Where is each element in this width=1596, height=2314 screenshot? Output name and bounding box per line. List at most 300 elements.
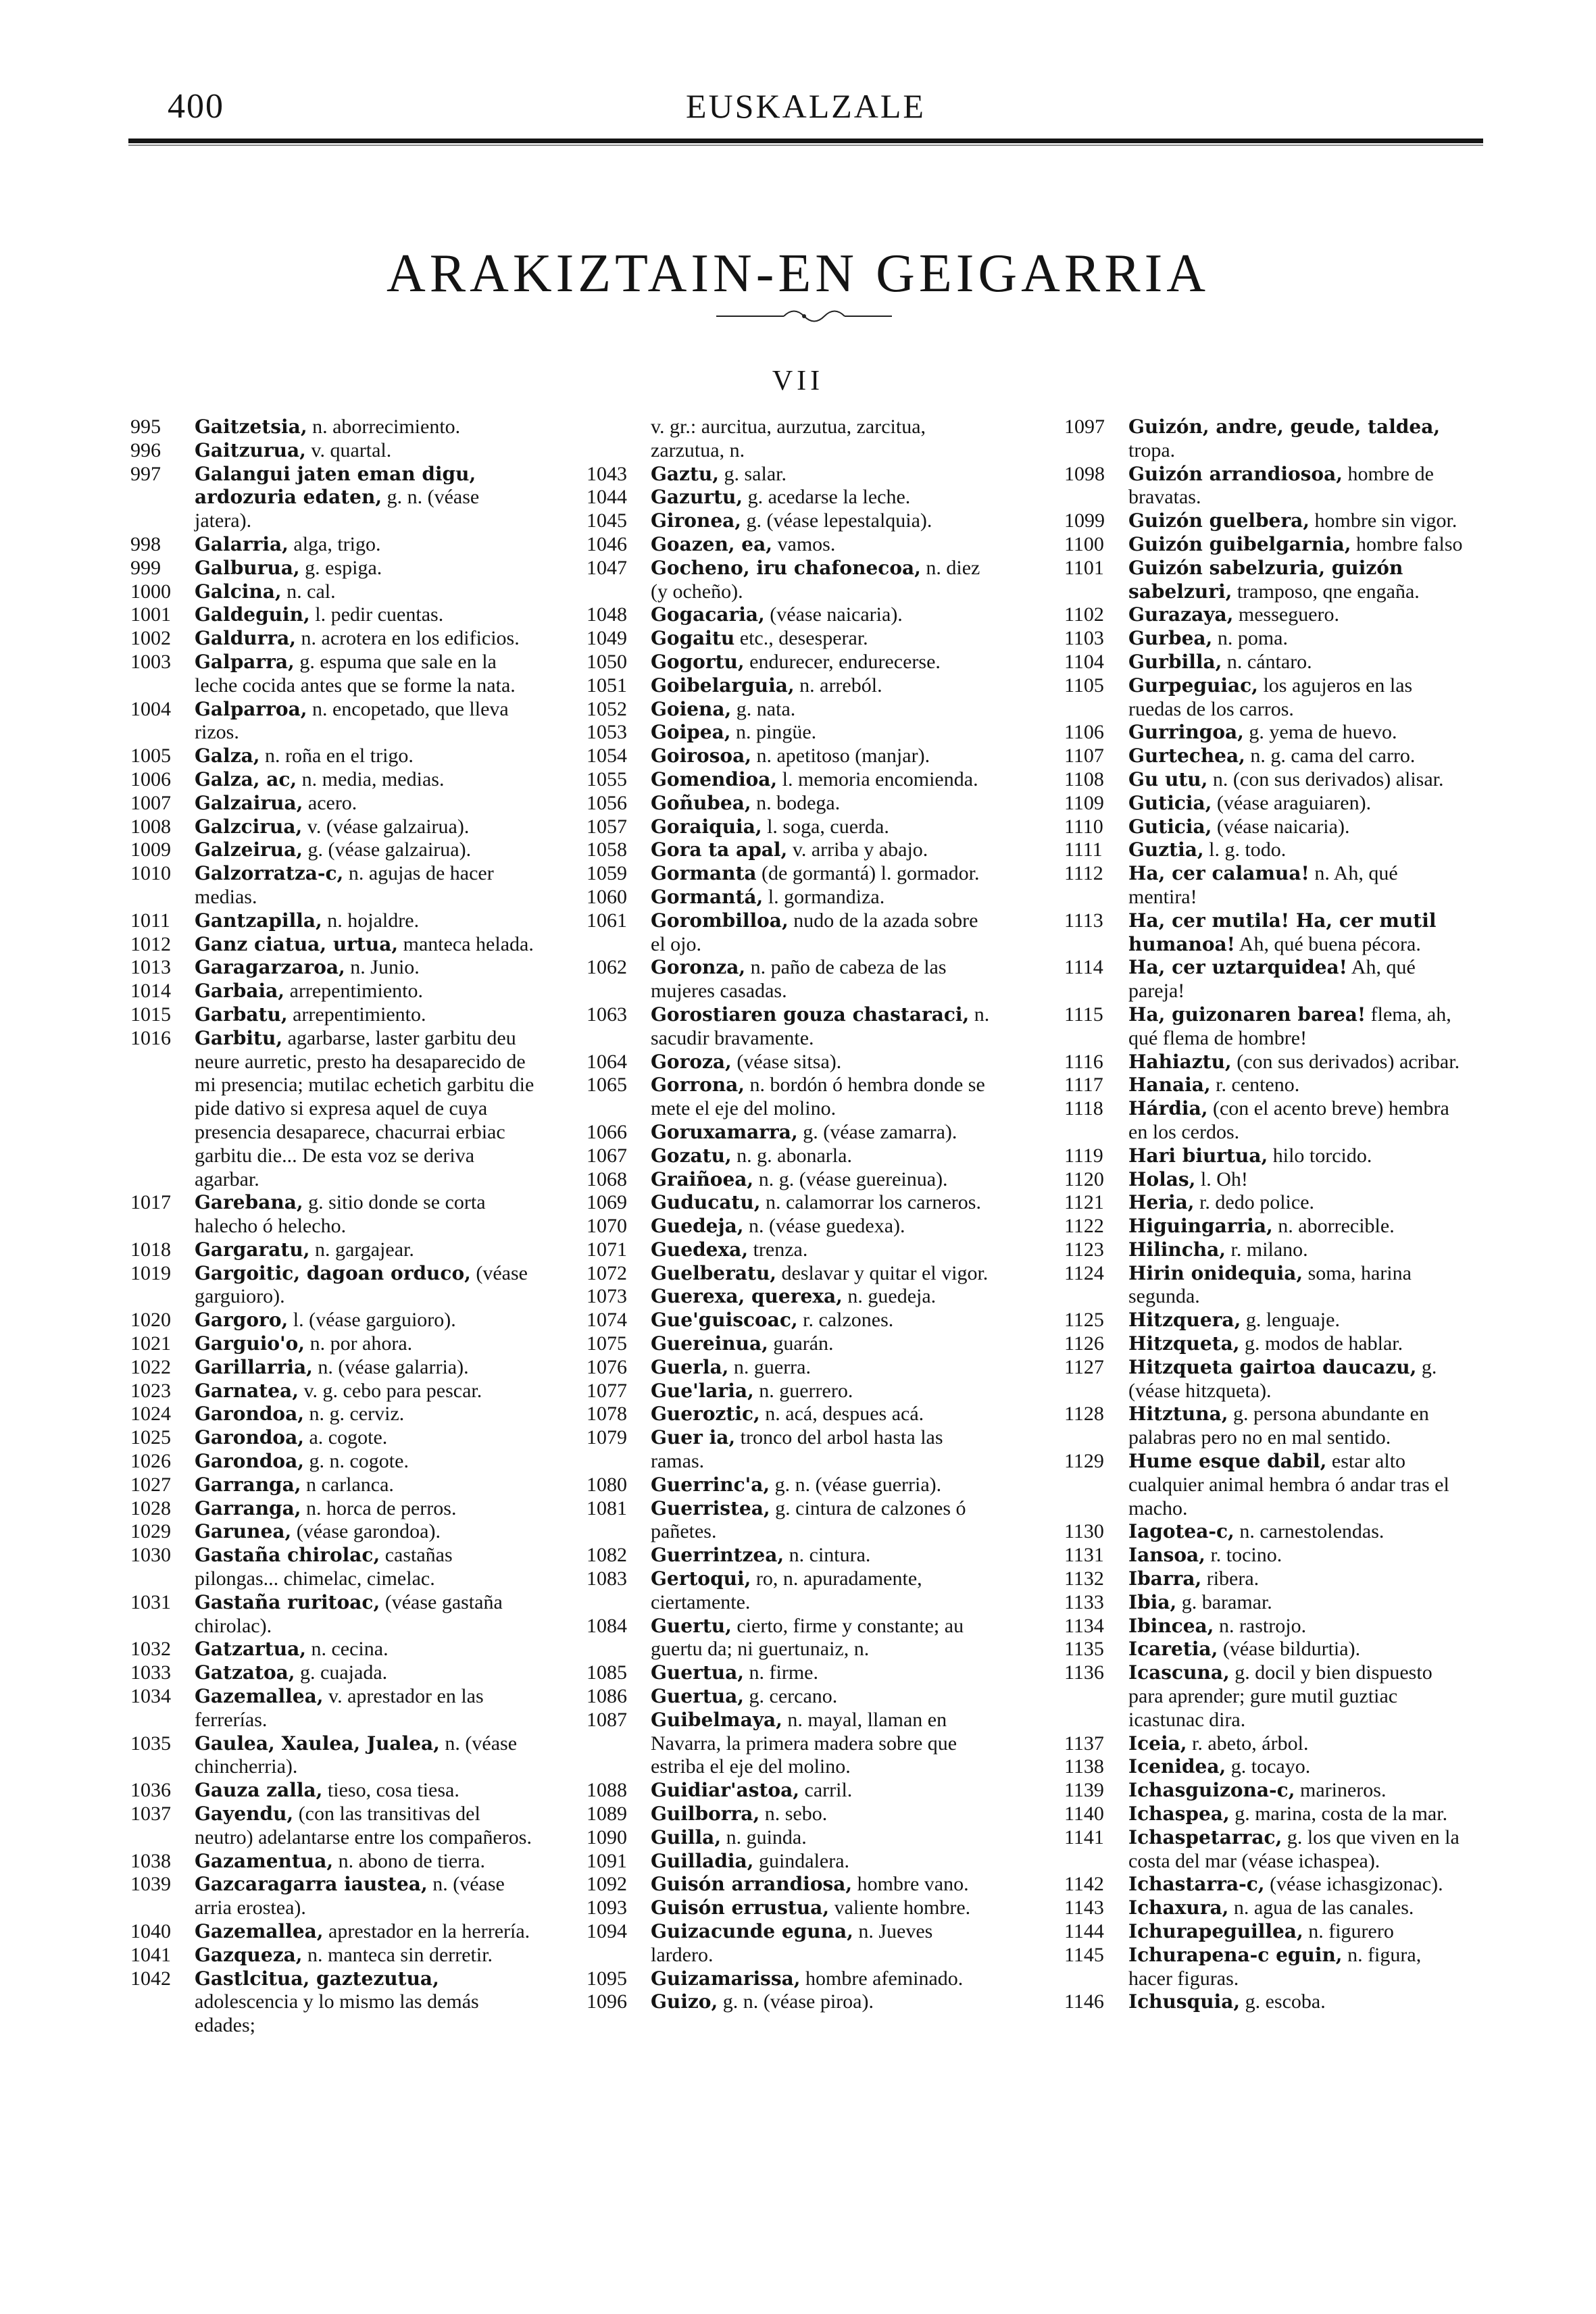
- entry-headword: Gomendioa,: [651, 768, 778, 790]
- entry-headword: Guizacunde eguna,: [651, 1920, 853, 1942]
- dictionary-entry: [587, 909, 992, 957]
- entry-definition: n. figura, hacer figuras.: [1128, 1943, 1422, 1990]
- dictionary-entry: [130, 1520, 536, 1544]
- entry-definition: n. guedeja.: [842, 1285, 937, 1308]
- entry-definition: n. roña en el trigo.: [259, 745, 414, 768]
- dictionary-entry: [130, 1850, 536, 1873]
- dictionary-entry: [130, 1544, 536, 1591]
- dictionary-entry: [1064, 1803, 1470, 1826]
- entry-headword: Guer ia,: [651, 1426, 736, 1449]
- entry-number: 1008: [130, 815, 171, 838]
- entry-number: 1111: [1064, 838, 1103, 861]
- entry-number: 1043: [587, 462, 627, 485]
- dictionary-entry: [1064, 1332, 1470, 1356]
- entry-definition: g. docil y bien dispuesto para aprender; gure mutil guztiac icastunac dira.: [1128, 1661, 1432, 1731]
- dictionary-entry: [130, 416, 536, 439]
- entry-headword: Galzcirua,: [195, 815, 303, 838]
- dictionary-entry: [587, 1356, 992, 1380]
- dictionary-entry: [1064, 768, 1470, 792]
- entry-definition: g. n. (véase piroa).: [718, 1990, 874, 2013]
- dictionary-entry: [1064, 1003, 1470, 1051]
- dictionary-entry: [130, 1003, 536, 1027]
- entry-definition: n. g. abonarla.: [731, 1144, 852, 1167]
- entry-number: 1053: [587, 721, 627, 744]
- entry-definition: n. guinda.: [721, 1826, 807, 1848]
- entry-definition: n. carnestolendas.: [1234, 1520, 1385, 1543]
- entry-definition: n. hojaldre.: [322, 909, 420, 932]
- entry-definition: hombre falso: [1351, 532, 1463, 555]
- entry-number: 1121: [1064, 1191, 1104, 1214]
- entry-headword: Gastaña ruritoac,: [195, 1590, 380, 1613]
- page-header: [135, 86, 1476, 134]
- entry-definition: n. (véase chincherria).: [195, 1732, 518, 1778]
- dictionary-entry: [587, 1779, 992, 1803]
- entry-number: 1064: [587, 1050, 627, 1073]
- entry-headword: Goroza,: [651, 1050, 732, 1073]
- entry-definition: n. acrotera en los edificios.: [296, 627, 520, 650]
- dictionary-entry: [587, 603, 992, 627]
- entry-headword: Ichaxura,: [1128, 1896, 1229, 1919]
- dictionary-entry: [1064, 1074, 1470, 1097]
- entry-number: 1050: [587, 650, 627, 673]
- dictionary-entry: [587, 1803, 992, 1826]
- entry-number: 1134: [1064, 1614, 1104, 1637]
- entry-definition: a. cogote.: [303, 1426, 388, 1449]
- entry-definition: g. espiga.: [299, 556, 382, 579]
- entry-definition: endurecer, endurecerse.: [744, 650, 941, 673]
- dictionary-entry: [130, 651, 536, 698]
- entry-definition: n. aborrecimiento.: [307, 416, 461, 438]
- dictionary-entry: [587, 721, 992, 745]
- dictionary-entry: [587, 1544, 992, 1567]
- entry-number: 1018: [130, 1238, 171, 1261]
- dictionary-entry: [130, 909, 536, 933]
- dictionary-entry: [587, 1238, 992, 1262]
- entry-number: 1015: [130, 1003, 171, 1026]
- dictionary-entry: [587, 1191, 992, 1215]
- section-number: VII: [772, 366, 824, 397]
- entry-headword: Gurazaya,: [1128, 603, 1234, 626]
- entry-headword: Holas,: [1128, 1167, 1196, 1190]
- entry-definition: g. persona abundante en palabras pero no en mal sentido.: [1128, 1403, 1429, 1449]
- dictionary-entry: [130, 1873, 536, 1920]
- dictionary-entry: [130, 533, 536, 557]
- entry-number: 1104: [1064, 650, 1104, 673]
- dictionary-entry: [1064, 1262, 1470, 1309]
- entry-headword: Gaztu,: [651, 462, 719, 485]
- dictionary-entry: [587, 1145, 992, 1168]
- entry-definition: arrepentimiento.: [287, 1003, 426, 1026]
- dictionary-entry: [587, 1850, 992, 1873]
- dictionary-entry: [1064, 1755, 1470, 1779]
- dictionary-entry: [587, 1309, 992, 1332]
- entry-number: 1044: [587, 486, 627, 509]
- dictionary-entry: [1064, 745, 1470, 768]
- entry-definition: (con sus derivados) acribar.: [1231, 1050, 1460, 1073]
- entry-headword: Gertoqui,: [651, 1567, 751, 1590]
- entry-number: 1088: [587, 1779, 627, 1802]
- dictionary-entry: [1064, 862, 1470, 909]
- entry-definition: n. arreból.: [794, 674, 882, 697]
- entry-definition: (véase garguioro).: [195, 1261, 528, 1308]
- entry-definition: g. n. (véase jatera).: [195, 486, 480, 532]
- entry-definition: g. cercano.: [744, 1685, 838, 1708]
- entry-definition: manteca helada.: [398, 932, 534, 955]
- entry-headword: Gurbea,: [1128, 627, 1213, 650]
- dictionary-entry: [130, 792, 536, 815]
- entry-headword: Guisón errustua,: [651, 1896, 830, 1919]
- dictionary-entry: [587, 886, 992, 909]
- entry-headword: Ibia,: [1128, 1590, 1177, 1613]
- entry-definition: n. (véase galarria).: [312, 1355, 469, 1378]
- entry-definition: n. cal.: [281, 580, 336, 603]
- entry-number: 1057: [587, 815, 627, 838]
- entry-definition: hombre afeminado.: [800, 1967, 964, 1990]
- entry-number: 1085: [587, 1661, 627, 1684]
- entry-definition: marineros.: [1295, 1779, 1387, 1802]
- entry-definition: Ah, qué buena pécora.: [1235, 932, 1421, 955]
- dictionary-entry: [130, 1238, 536, 1262]
- dictionary-entry: [130, 1732, 536, 1780]
- entry-number: 1093: [587, 1896, 627, 1919]
- entry-number: 1004: [130, 697, 171, 720]
- entry-number: 1012: [130, 932, 171, 955]
- entry-number: 1125: [1064, 1309, 1104, 1332]
- entry-definition: r. centeno.: [1210, 1074, 1300, 1097]
- entry-headword: Ha, guizonaren barea!: [1128, 1003, 1366, 1026]
- entry-definition: r. abeto, árbol.: [1187, 1732, 1309, 1755]
- entry-headword: Garondoa,: [195, 1450, 304, 1473]
- entry-number: 1124: [1064, 1261, 1104, 1284]
- entry-definition: n. bordón ó hembra donde se mete el eje del molino.: [651, 1074, 985, 1120]
- entry-definition: v. quartal.: [305, 438, 392, 461]
- entry-definition: n. acá, despues acá.: [759, 1403, 924, 1426]
- dictionary-entry: [587, 486, 992, 509]
- entry-headword: Icascuna,: [1128, 1661, 1230, 1684]
- entry-definition: l. soga, cuerda.: [762, 815, 889, 838]
- entry-headword: Guizamarissa,: [651, 1967, 801, 1990]
- entry-definition: l. memoria encomienda.: [777, 768, 978, 790]
- entry-definition: g. escoba.: [1240, 1990, 1326, 2013]
- entry-number: 1002: [130, 627, 171, 650]
- entry-number: 1070: [587, 1215, 627, 1238]
- entry-headword: Goibelarguia,: [651, 674, 795, 697]
- entry-headword: Gaulea, Xaulea, Jualea,: [195, 1732, 440, 1755]
- entry-number: 1048: [587, 603, 627, 626]
- entry-headword: Goronza,: [651, 956, 746, 979]
- entry-definition: g. modos de hablar.: [1239, 1332, 1403, 1355]
- entry-number: 1067: [587, 1144, 627, 1167]
- entry-number: 1090: [587, 1826, 627, 1848]
- entry-headword: Garranga,: [195, 1496, 301, 1519]
- entry-headword: Galcina,: [195, 580, 282, 603]
- dictionary-entry: [587, 1709, 992, 1779]
- entry-headword: Guelberatu,: [651, 1261, 777, 1284]
- entry-headword: Galangui jaten eman digu, ardozuria edaten,: [195, 462, 476, 509]
- entry-headword: Garbitu,: [195, 1026, 283, 1049]
- entry-number: 1130: [1064, 1520, 1104, 1543]
- dictionary-entry: [1064, 416, 1470, 463]
- dictionary-entry: [587, 815, 992, 839]
- entry-number: 1077: [587, 1379, 627, 1402]
- entry-definition: r. tocino.: [1205, 1544, 1282, 1567]
- entry-headword: Galparra,: [195, 650, 295, 673]
- entry-headword: Galza, ac,: [195, 768, 297, 790]
- dictionary-entry: [587, 674, 992, 698]
- entry-number: 1014: [130, 980, 171, 1003]
- entry-number: 1010: [130, 862, 171, 885]
- dictionary-entry: [587, 792, 992, 815]
- entry-definition: n. manteca sin derretir.: [302, 1943, 493, 1966]
- entry-definition: ribera.: [1201, 1567, 1260, 1590]
- entry-number: 1133: [1064, 1590, 1104, 1613]
- entry-definition: (de gormantá) l. gormador.: [756, 862, 980, 885]
- entry-number: 1123: [1064, 1238, 1104, 1261]
- entry-headword: Gatzartua,: [195, 1638, 306, 1661]
- entry-definition: n. cántaro.: [1222, 650, 1312, 673]
- entry-definition: n. pingüe.: [730, 721, 817, 744]
- dictionary-entry: [130, 580, 536, 604]
- entry-number: 1027: [130, 1473, 171, 1496]
- dictionary-entry: [1064, 1145, 1470, 1168]
- entry-headword: Galzorratza-c,: [195, 862, 344, 885]
- entry-definition: n. figurero: [1303, 1920, 1394, 1942]
- entry-definition: (véase bildurtia).: [1218, 1638, 1361, 1661]
- entry-definition: n. horca de perros.: [301, 1496, 457, 1519]
- entry-headword: Ibincea,: [1128, 1614, 1214, 1637]
- entry-headword: Goraiquia,: [651, 815, 762, 838]
- entry-headword: Gueroztic,: [651, 1403, 760, 1426]
- entry-definition: n. rastrojo.: [1214, 1614, 1307, 1637]
- entry-headword: Gazqueza,: [195, 1943, 303, 1966]
- entry-number: 1131: [1064, 1544, 1104, 1567]
- entry-number: 1028: [130, 1496, 171, 1519]
- entry-headword: Guerrintzea,: [651, 1544, 784, 1567]
- entry-headword: Gargaratu,: [195, 1238, 310, 1261]
- dictionary-entry: [130, 557, 536, 580]
- entry-headword: Gurbilla,: [1128, 650, 1222, 673]
- entry-definition: hombre de bravatas.: [1128, 462, 1434, 509]
- entry-definition: g. marina, costa de la mar.: [1229, 1803, 1448, 1826]
- entry-definition: g. los que viven en la costa del mar (véase ichaspea).: [1128, 1826, 1460, 1872]
- entry-number: 996: [130, 438, 161, 461]
- dictionary-entry: [1064, 1544, 1470, 1567]
- entry-headword: Gogacaria,: [651, 603, 765, 626]
- entry-headword: Ichurapena-c eguin,: [1128, 1943, 1343, 1966]
- entry-definition: (con las transitivas del neutro) adelantarse entre los compañeros.: [195, 1803, 532, 1848]
- entry-definition: g. yema de huevo.: [1243, 721, 1397, 744]
- entry-headword: Guibelmaya,: [651, 1708, 782, 1731]
- dictionary-entry: [1064, 1356, 1470, 1403]
- entry-number: 1109: [1064, 791, 1104, 814]
- entry-definition: Ah, qué pareja!: [1128, 956, 1416, 1003]
- entry-definition: alga, trigo.: [288, 532, 381, 555]
- entry-definition: n. agujas de hacer medias.: [195, 862, 494, 908]
- entry-definition: n. (véase guedexa).: [743, 1215, 905, 1238]
- entry-number: 1056: [587, 791, 627, 814]
- entry-definition: carril.: [799, 1779, 853, 1802]
- entry-headword: Goiena,: [651, 697, 732, 720]
- entry-headword: Ganz ciatua, urtua,: [195, 932, 399, 955]
- entry-headword: Ha, cer calamua!: [1128, 862, 1310, 885]
- entry-number: 1091: [587, 1849, 627, 1872]
- entry-headword: Garondoa,: [195, 1403, 304, 1426]
- entry-definition: g. sitio donde se corta halecho ó helecho.: [195, 1191, 486, 1238]
- entry-number: 1025: [130, 1426, 171, 1449]
- entry-headword: Ichaspetarrac,: [1128, 1826, 1282, 1848]
- entry-definition: n. cecina.: [305, 1638, 389, 1661]
- entry-number: 1063: [587, 1003, 627, 1026]
- dictionary-entry: [130, 1332, 536, 1356]
- entry-number: 1011: [130, 909, 170, 932]
- entry-number: 1102: [1064, 603, 1104, 626]
- entry-number: 1080: [587, 1473, 627, 1496]
- entry-headword: Goazen, ea,: [651, 532, 773, 555]
- entry-definition: n. mayal, llaman en Navarra, la primera madera sobre que estriba el eje del molino.: [651, 1708, 957, 1778]
- entry-definition: g. (véase lepestalquia).: [741, 509, 932, 532]
- entry-headword: Galburua,: [195, 556, 300, 579]
- dictionary-entry: [130, 980, 536, 1003]
- entry-definition: flema, ah, qué flema de hombre!: [1128, 1003, 1451, 1049]
- dictionary-entry: [1064, 1309, 1470, 1332]
- dictionary-entry: [1064, 1779, 1470, 1803]
- dictionary-entry: [1064, 1661, 1470, 1732]
- dictionary-entry: [130, 439, 536, 463]
- entry-definition: v. arriba y abajo.: [787, 838, 928, 861]
- entry-number: 1055: [587, 768, 627, 790]
- entry-number: 1145: [1064, 1943, 1104, 1966]
- dictionary-entry: [587, 533, 992, 557]
- dictionary-entry: [130, 933, 536, 957]
- entry-definition: n. (véase arria erostea).: [195, 1873, 505, 1919]
- entry-number: 1105: [1064, 674, 1104, 697]
- entry-number: 1040: [130, 1920, 171, 1942]
- entry-headword: Gorostiaren gouza chastaraci,: [651, 1003, 970, 1026]
- entry-number: 1020: [130, 1309, 171, 1332]
- dictionary-entry: [1064, 1051, 1470, 1074]
- entry-headword: Gastlcitua, gaztezutua,: [195, 1967, 439, 1990]
- entry-number: 999: [130, 556, 161, 579]
- dictionary-entry: [587, 416, 992, 463]
- dictionary-entry: [1064, 1403, 1470, 1450]
- entry-definition: nudo de la azada sobre el ojo.: [651, 909, 978, 955]
- entry-headword: Gauza zalla,: [195, 1779, 323, 1802]
- dictionary-entry: [130, 1309, 536, 1332]
- dictionary-entry: [587, 509, 992, 533]
- entry-definition: v. (véase galzairua).: [302, 815, 470, 838]
- entry-definition: v. gr.: aurcitua, aurzutua, zarcitua, zarzutua, n.: [651, 416, 926, 461]
- entry-number: 1146: [1064, 1990, 1104, 2013]
- dictionary-entry: [130, 768, 536, 792]
- entry-number: 1039: [130, 1873, 171, 1896]
- entry-number: 1023: [130, 1379, 171, 1402]
- entry-definition: n. paño de cabeza de las mujeres casadas.: [651, 956, 947, 1003]
- dictionary-entry: [1064, 1638, 1470, 1661]
- dictionary-entry: [587, 745, 992, 768]
- entry-number: 1119: [1064, 1144, 1103, 1167]
- entry-definition: tropa.: [1128, 438, 1176, 461]
- section-title: ARAKIZTAIN-EN GEIGARRIA: [386, 244, 1210, 303]
- entry-number: 1120: [1064, 1167, 1104, 1190]
- entry-headword: Gormanta: [651, 862, 757, 885]
- entry-number: 1042: [130, 1967, 171, 1990]
- dictionary-entry: [130, 1967, 536, 2038]
- column-1: [130, 416, 536, 2038]
- entry-number: 1107: [1064, 745, 1104, 768]
- entry-number: 1029: [130, 1520, 171, 1543]
- entry-headword: Galdeguin,: [195, 603, 310, 626]
- dictionary-entry: [130, 463, 536, 533]
- dictionary-entry: [130, 1380, 536, 1403]
- entry-definition: n. media, medias.: [297, 768, 445, 790]
- entry-headword: Guerexa, querexa,: [651, 1285, 843, 1308]
- dictionary-entry: [130, 956, 536, 980]
- entry-number: 1110: [1064, 815, 1103, 838]
- entry-definition: r. dedo police.: [1194, 1191, 1315, 1214]
- entry-number: 1108: [1064, 768, 1104, 790]
- entry-headword: Gazurtu,: [651, 486, 743, 509]
- entry-number: 1066: [587, 1120, 627, 1143]
- page-number: 400: [168, 87, 224, 126]
- entry-number: 1112: [1064, 862, 1103, 885]
- dictionary-entry: [1064, 792, 1470, 815]
- entry-headword: Garagarzaroa,: [195, 956, 345, 979]
- entry-headword: Icaretia,: [1128, 1638, 1218, 1661]
- entry-headword: Guilborra,: [651, 1803, 760, 1826]
- entry-number: 1032: [130, 1638, 171, 1661]
- entry-headword: Heria,: [1128, 1191, 1195, 1214]
- entry-headword: Garguio'o,: [195, 1332, 305, 1355]
- entry-number: 1058: [587, 838, 627, 861]
- dictionary-entry: [587, 768, 992, 792]
- entry-number: 1065: [587, 1074, 627, 1097]
- entry-definition: (véase sitsa).: [731, 1050, 842, 1073]
- dictionary-entry: [1064, 1450, 1470, 1520]
- entry-headword: Guizón guibelgarnia,: [1128, 532, 1351, 555]
- entry-number: 1081: [587, 1496, 627, 1519]
- dictionary-entry: [130, 1779, 536, 1803]
- entry-number: 1038: [130, 1849, 171, 1872]
- entry-definition: (véase naicaria).: [764, 603, 903, 626]
- entry-definition: l. Oh!: [1195, 1167, 1248, 1190]
- entry-headword: Guticia,: [1128, 815, 1212, 838]
- entry-number: 1007: [130, 791, 171, 814]
- entry-headword: Guizón sabelzuria, guizón sabelzuri,: [1128, 556, 1403, 603]
- entry-headword: Goipea,: [651, 721, 731, 744]
- dictionary-entry: [1064, 1732, 1470, 1756]
- dictionary-entry: [130, 1450, 536, 1474]
- entry-headword: Ichaspea,: [1128, 1803, 1230, 1826]
- entry-headword: Gayendu,: [195, 1803, 294, 1826]
- entry-number: 1037: [130, 1803, 171, 1826]
- entry-number: 1034: [130, 1685, 171, 1708]
- dictionary-entry: [587, 1168, 992, 1192]
- entry-headword: Gargoitic, dagoan orduco,: [195, 1261, 471, 1284]
- entry-number: 1045: [587, 509, 627, 532]
- entry-headword: Gantzapilla,: [195, 909, 322, 932]
- entry-number: 1035: [130, 1732, 171, 1755]
- entry-definition: n. agua de las canales.: [1228, 1896, 1414, 1919]
- entry-headword: Galzairua,: [195, 791, 303, 814]
- entry-definition: g. lenguaje.: [1241, 1309, 1340, 1332]
- dictionary-entry: [1064, 1168, 1470, 1192]
- dictionary-entry: [130, 1638, 536, 1661]
- entry-definition: tramposo, qne engaña.: [1232, 580, 1420, 603]
- entry-definition: n. cintura.: [784, 1544, 871, 1567]
- entry-definition: r. calzones.: [797, 1309, 894, 1332]
- entry-headword: Hilincha,: [1128, 1238, 1226, 1261]
- entry-number: 1026: [130, 1450, 171, 1473]
